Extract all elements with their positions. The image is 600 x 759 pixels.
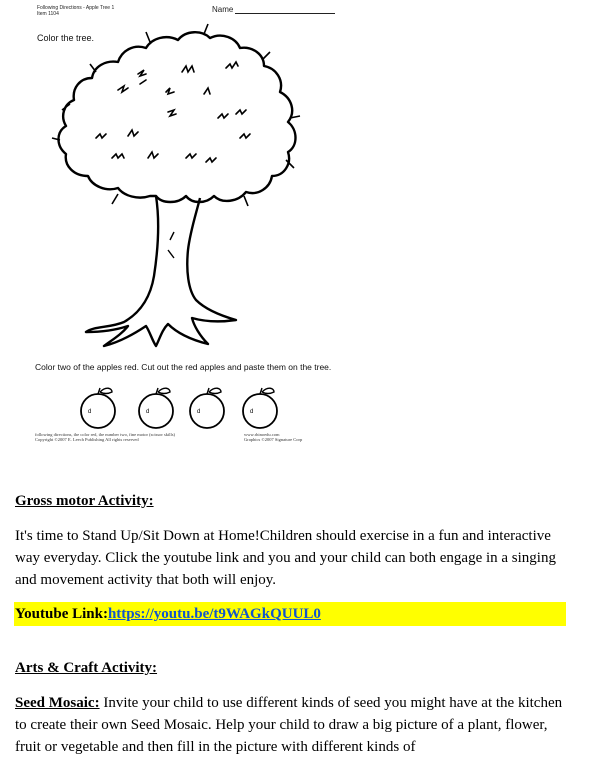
arts-craft-heading: Arts & Craft Activity: bbox=[15, 660, 158, 676]
tree-trunk bbox=[86, 196, 236, 346]
apple-2 bbox=[139, 388, 173, 428]
footer-skills: following directions, the color red, the number two, fine motor (scissor skills) bbox=[35, 432, 175, 437]
worksheet-item-number: Item 1104 bbox=[37, 11, 59, 17]
youtube-link-line bbox=[14, 602, 566, 626]
svg-text:d: d bbox=[88, 409, 92, 415]
footer-copyright: Copyright ©2007 E. Leech Publishing All rights reserved bbox=[35, 437, 139, 442]
instruction-color-tree: Color the tree. bbox=[37, 33, 95, 43]
footer-graphics: Graphics ©2007 Signature Corp bbox=[244, 437, 303, 442]
svg-text:d: d bbox=[146, 409, 150, 415]
worksheet-footer-left bbox=[35, 432, 175, 442]
svg-text:d: d bbox=[197, 409, 201, 415]
tree-illustration bbox=[0, 0, 340, 452]
apple-1 bbox=[81, 388, 115, 428]
youtube-link-label: Youtube Link: bbox=[15, 606, 108, 622]
apples-row bbox=[81, 388, 277, 428]
canopy-texture bbox=[96, 62, 250, 162]
apple-3 bbox=[190, 388, 224, 428]
seed-mosaic-label: Seed Mosaic: bbox=[15, 695, 100, 711]
youtube-link[interactable]: https://youtu.be/t9WAGkQUUL0 bbox=[107, 606, 321, 622]
worksheet-title: Following Directions - Apple Tree 1 bbox=[37, 5, 115, 11]
gross-motor-paragraph: It's time to Stand Up/Sit Down at Home!Children should exercise in a fun and interactive way everyday. Click the youtube link and you and your child can both engage in a singing and movement activity that both will enjoy. bbox=[15, 528, 556, 588]
instruction-color-apples: Color two of the apples red. Cut out the red apples and paste them on the tree. bbox=[35, 362, 332, 372]
name-label: Name bbox=[212, 5, 234, 14]
apple-4 bbox=[243, 388, 277, 428]
gross-motor-heading: Gross motor Activity: bbox=[15, 493, 154, 509]
seed-mosaic-text: Invite your child to use different kinds of seed you might have at the kitchen to create their own Seed Mosaic. Help your child to draw a big picture of a plant, flower, fruit or vegetable and then fill in the picture with different kinds of bbox=[15, 695, 563, 755]
svg-text:d: d bbox=[250, 409, 254, 415]
tree-canopy bbox=[59, 32, 296, 202]
worksheet-footer-right bbox=[244, 432, 302, 442]
arts-craft-paragraph bbox=[15, 692, 575, 758]
apple-tree-worksheet bbox=[0, 0, 340, 452]
footer-website: www.rhinoedu.com bbox=[244, 432, 280, 437]
